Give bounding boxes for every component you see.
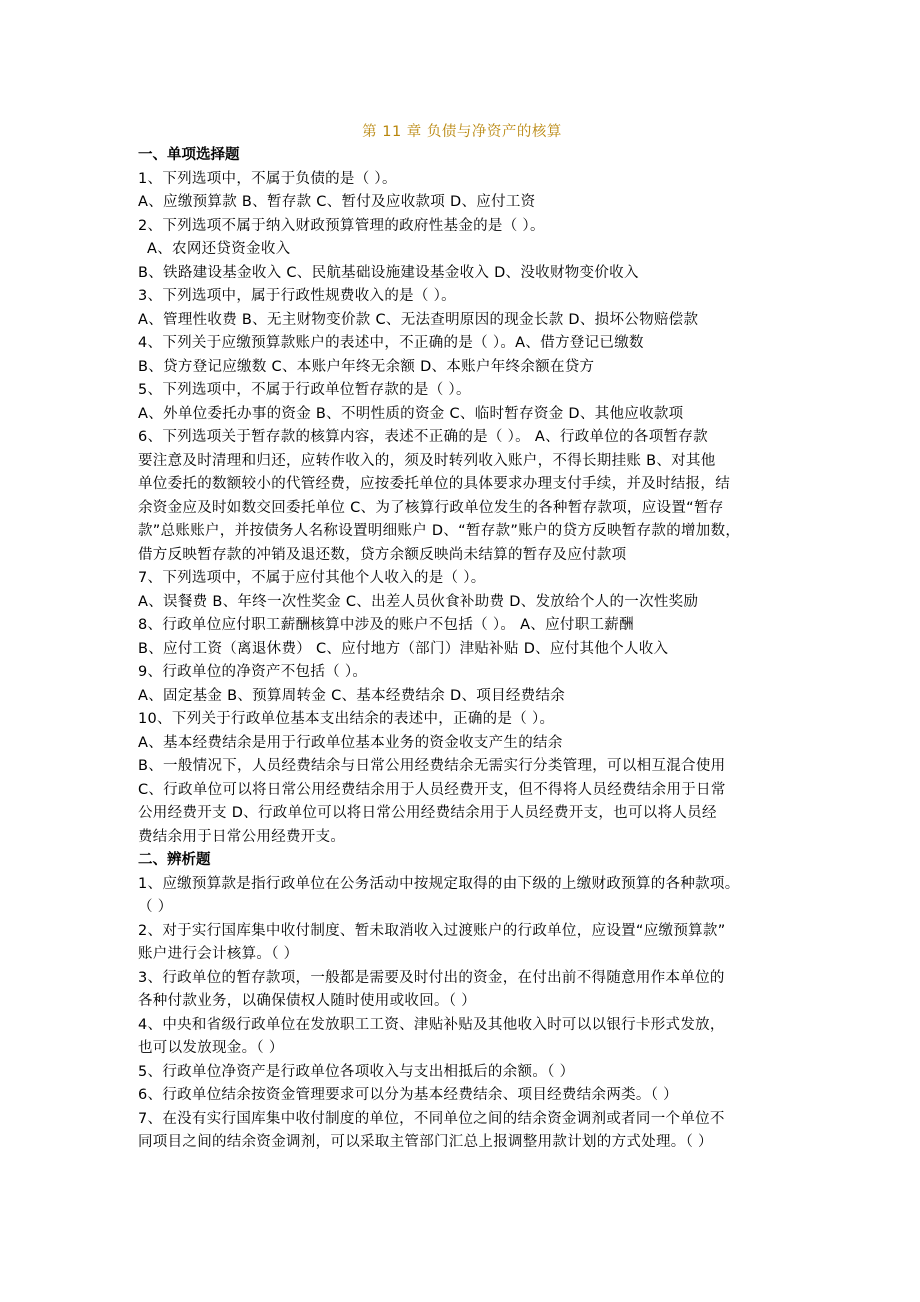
text-line: 1、应缴预算款是指行政单位在公务活动中按规定取得的由下级的上缴财政预算的各种款项。	[138, 875, 740, 892]
text-line: 3、行政单位的暂存款项，一般都是需要及时付出的资金，在付出前不得随意用作本单位的	[138, 969, 725, 986]
text-line: C、行政单位可以将日常公用经费结余用于人员经费开支，但不得将人员经费结余用于日常	[138, 781, 726, 798]
text-line: 2、下列选项不属于纳入财政预算管理的政府性基金的是（ ）。	[138, 217, 545, 234]
chapter-title: 第 11 章 负债与净资产的核算	[362, 124, 562, 140]
text-line: A、外单位委托办事的资金 B、不明性质的资金 C、临时暂存资金 D、其他应收款项	[138, 405, 684, 422]
text-line: 公用经费开支 D、行政单位可以将日常公用经费结余用于人员经费开支，也可以将人员经	[138, 805, 717, 821]
text-line: A、农网还贷资金收入	[147, 241, 291, 257]
text-line: B、贷方登记应缴数 C、本账户年终无余额 D、本账户年终余额在贷方	[138, 358, 595, 375]
text-line: B、一般情况下，人员经费结余与日常公用经费结余无需实行分类管理，可以相互混合使用	[138, 758, 726, 774]
section-heading-single-choice: 一、单项选择题	[138, 147, 240, 163]
text-line: 7、下列选项中，不属于应付其他个人收入的是（ ）。	[138, 570, 486, 586]
text-line: A、误餐费 B、年终一次性奖金 C、出差人员伙食补助费 D、发放给个人的一次性奖励	[138, 593, 699, 610]
text-line: 6、行政单位结余按资金管理要求可以分为基本经费结余、项目经费结余两类。（ ）	[138, 1087, 678, 1103]
text-line: 8、行政单位应付职工薪酬核算中涉及的账户不包括（ ）。 A、应付职工薪酬	[138, 617, 634, 633]
document-page	[138, 120, 786, 1155]
text-line: A、管理性收费 B、无主财物变价款 C、无法查明原因的现金长款 D、损坏公物赔偿款	[138, 311, 699, 328]
text-line: B、铁路建设基金收入 C、民航基础设施建设基金收入 D、没收财物变价收入	[138, 264, 639, 281]
text-line: B、应付工资（离退休费） C、应付地方（部门）津贴补贴 D、应付其他个人收入	[138, 640, 669, 657]
text-line: 账户进行会计核算。（ ）	[138, 946, 299, 962]
text-line: 费结余用于日常公用经费开支。	[138, 828, 346, 845]
text-line: （ ）	[138, 899, 173, 915]
text-line: 借方反映暂存款的冲销及退还数，贷方余额反映尚未结算的暂存及应付款项	[138, 546, 627, 563]
text-line: 各种付款业务，以确保债权人随时使用或收回。（ ）	[138, 993, 477, 1009]
section-heading-analysis: 二、辨析题	[138, 852, 211, 868]
text-line: A、固定基金 B、预算周转金 C、基本经费结余 D、项目经费结余	[138, 687, 566, 704]
text-line: 6、下列选项关于暂存款的核算内容，表述不正确的是（ ）。 A、行政单位的各项暂存款	[138, 429, 708, 445]
text-line: A、基本经费结余是用于行政单位基本业务的资金收支产生的结余	[138, 734, 563, 751]
text-line: 5、行政单位净资产是行政单位各项收入与支出相抵后的余额。（ ）	[138, 1063, 575, 1080]
text-line: 3、下列选项中，属于行政性规费收入的是（ ）。	[138, 288, 456, 304]
text-line: 余资金应及时如数交回委托单位 C、为了核算行政单位发生的各种暂存款项，应设置“暂存	[138, 499, 724, 516]
text-line: 7、在没有实行国库集中收付制度的单位，不同单位之间的结余资金调剂或者同一个单位不	[138, 1110, 725, 1127]
text-line: 也可以发放现金。（ ）	[138, 1040, 284, 1056]
text-line: A、应缴预算款 B、暂存款 C、暂付及应收款项 D、应付工资	[138, 194, 536, 210]
text-line: 单位委托的数额较小的代管经费，应按委托单位的具体要求办理支付手续，并及时结报，结	[138, 476, 730, 492]
text-line: 1、下列选项中，不属于负债的是（ ）。	[138, 170, 397, 187]
text-line: 款”总账账户，并按债务人名称设置明细账户 D、“暂存款”账户的贷方反映暂存款的增加数，	[138, 523, 741, 539]
text-line: 4、下列关于应缴预算款账户的表述中，不正确的是（ ）。A、借方登记已缴数	[138, 335, 644, 351]
text-line: 10、下列关于行政单位基本支出结余的表述中，正确的是（ ）。	[138, 711, 555, 727]
text-line: 9、行政单位的净资产不包括（ ）。	[138, 664, 368, 680]
text-line: 要注意及时清理和归还，应转作收入的，须及时转列收入账户，不得长期挂账 B、对其他	[138, 452, 716, 469]
text-line: 同项目之间的结余资金调剂，可以采取主管部门汇总上报调整用款计划的方式处理。（ ）	[138, 1134, 713, 1150]
text-line: 4、中央和省级行政单位在发放职工工资、津贴补贴及其他收入时可以以银行卡形式发放，	[138, 1016, 725, 1033]
text-line: 2、对于实行国库集中收付制度、暂未取消收入过渡账户的行政单位，应设置“应缴预算款”	[138, 922, 726, 939]
text-line: 5、下列选项中，不属于行政单位暂存款的是（ ）。	[138, 382, 471, 398]
